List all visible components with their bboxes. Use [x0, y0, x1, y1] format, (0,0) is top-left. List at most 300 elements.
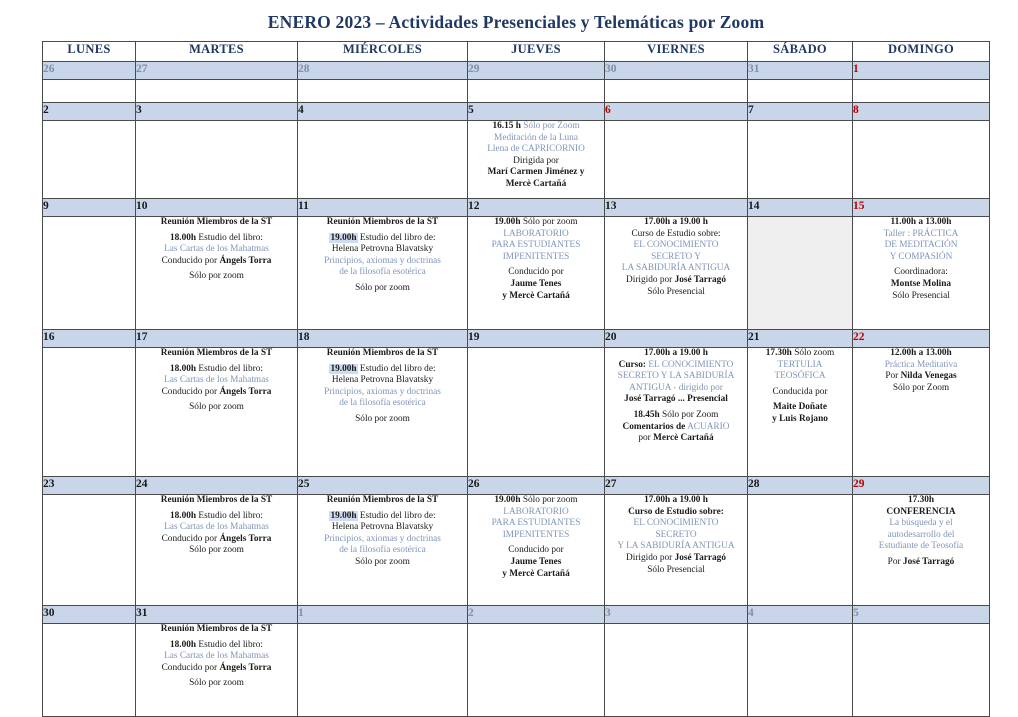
event-text: José Tarragó: [674, 552, 726, 563]
event-text: La búsqueda y el: [889, 518, 953, 529]
event-text: Conducido por: [508, 545, 564, 556]
event-line: [136, 364, 297, 376]
day-number-cell: 27: [605, 477, 748, 495]
day-cell[interactable]: [748, 495, 853, 606]
day-cell[interactable]: [605, 80, 748, 103]
event-line: [298, 522, 467, 534]
weekday-header-lunes: LUNES: [43, 42, 136, 62]
day-cell-content: [468, 217, 604, 302]
event-line: [748, 402, 852, 414]
calendar-table: [42, 41, 990, 717]
event-line: [853, 557, 989, 569]
event-text: Sólo por Zoom: [662, 409, 719, 420]
event-line: [136, 387, 297, 399]
event-text: Conducido por: [508, 267, 564, 278]
day-number-cell: 28: [748, 477, 853, 495]
day-number-cell: 16: [43, 330, 136, 348]
event-line: [853, 267, 989, 279]
day-cell[interactable]: [853, 121, 990, 199]
week-content-row: [43, 624, 990, 717]
weekday-header-viernes: VIERNES: [605, 42, 748, 62]
event-text: Mercè Cartañá: [505, 178, 567, 189]
event-line: [298, 495, 467, 507]
day-number-cell: 7: [748, 103, 853, 121]
event-text: Sólo por zoom: [355, 413, 410, 424]
event-line: [468, 121, 604, 133]
week-daynumber-row: [43, 606, 990, 624]
event-line: [136, 244, 297, 256]
event-line: [853, 252, 989, 264]
week-content-row: [43, 217, 990, 330]
event-text: Jaume Tenes: [510, 556, 562, 567]
event-line: [853, 541, 989, 553]
day-number-cell: 24: [136, 477, 298, 495]
event-text: Sólo por zoom: [189, 271, 244, 282]
event-text: 19.00h: [330, 510, 357, 521]
event-text: Práctica Meditativa: [884, 359, 958, 370]
event-text: Estudiante de Teosofía: [878, 541, 964, 552]
event-text: Por: [887, 556, 901, 567]
event-text: Y COMPASIÓN: [889, 251, 953, 262]
day-cell[interactable]: [468, 348, 605, 477]
day-cell[interactable]: [468, 121, 605, 199]
day-cell-content: [853, 348, 989, 394]
day-cell[interactable]: [136, 348, 298, 477]
day-cell[interactable]: [605, 121, 748, 199]
day-cell-content: [605, 495, 747, 576]
event-text: Conducido por: [161, 662, 218, 673]
event-line: [298, 414, 467, 426]
day-cell[interactable]: [43, 121, 136, 199]
event-text: Sólo por zoom: [189, 402, 244, 413]
week-daynumber-row: [43, 477, 990, 495]
event-line: [136, 545, 297, 557]
event-text: ANTIGUA - dirigido por: [629, 382, 723, 393]
event-line: [605, 348, 747, 360]
day-cell[interactable]: [468, 624, 605, 717]
event-text: 17.00h a 19.00 h: [644, 348, 708, 358]
day-cell[interactable]: [43, 495, 136, 606]
event-text: 16.15 h: [492, 121, 521, 131]
event-text: Helena Petrovna Blavatsky: [331, 375, 434, 386]
event-text: Comentarios de: [622, 421, 686, 432]
event-text: Estudio del libro de:: [359, 363, 436, 374]
day-number-cell: 3: [605, 606, 748, 624]
day-number-cell: 20: [605, 330, 748, 348]
event-text: Reunión Miembros de la ST: [326, 495, 439, 505]
event-text: José Tarragó: [674, 274, 726, 285]
day-number-cell: 31: [748, 62, 853, 80]
event-text: Marí Carmen Jiménez y: [487, 167, 585, 178]
event-text: 19.00h: [330, 363, 357, 374]
event-text: Dirigido por: [626, 274, 673, 285]
event-text: Sólo por zoom: [355, 556, 410, 567]
day-cell-content: [853, 495, 989, 569]
day-number-cell: 11: [298, 199, 468, 217]
event-text: Montse Molina: [890, 278, 952, 289]
weekday-header-domingo: DOMINGO: [853, 42, 990, 62]
day-cell-content: [136, 217, 297, 283]
event-line: [136, 217, 297, 229]
event-line: [853, 291, 989, 303]
event-line: [605, 360, 747, 372]
event-line: [468, 267, 604, 279]
event-line: [468, 291, 604, 303]
day-number-cell: 9: [43, 199, 136, 217]
event-text: Principios, axiomas y doctrinas: [324, 255, 441, 266]
event-line: [298, 557, 467, 569]
day-number-cell: 8: [853, 103, 990, 121]
event-text: por: [638, 433, 651, 444]
event-line: [468, 240, 604, 252]
event-line: [136, 511, 297, 523]
week-content-row: [43, 495, 990, 606]
day-cell-content: [298, 348, 467, 426]
day-cell-content: [136, 624, 297, 690]
event-line: [298, 545, 467, 557]
event-text: Reunión Miembros de la ST: [160, 624, 273, 634]
event-text: Sólo Presencial: [647, 286, 705, 297]
event-line: [298, 283, 467, 295]
event-text: 17.00h a 19.00 h: [644, 495, 708, 505]
day-number-cell: 5: [468, 103, 605, 121]
event-line: [136, 348, 297, 360]
event-line: [605, 541, 747, 553]
page-title: [34, 12, 998, 33]
day-number-cell: 28: [298, 62, 468, 80]
day-number-cell: 29: [853, 477, 990, 495]
event-line: [853, 348, 989, 360]
event-line: [298, 375, 467, 387]
event-line: [298, 398, 467, 410]
event-line: [605, 287, 747, 299]
day-number-cell: 2: [468, 606, 605, 624]
day-cell[interactable]: [136, 80, 298, 103]
day-cell[interactable]: [298, 80, 468, 103]
event-text: Estudio del libro:: [198, 639, 263, 650]
day-number-cell: 13: [605, 199, 748, 217]
day-cell[interactable]: [853, 624, 990, 717]
event-line: [605, 495, 747, 507]
event-text: Estudio del libro de:: [359, 510, 436, 521]
event-text: Ángels Torra: [219, 533, 272, 544]
event-text: Estudio del libro de:: [359, 232, 436, 243]
event-text: Sólo por Zoom: [892, 382, 950, 393]
event-text: Sólo por Zoom: [523, 121, 580, 131]
event-line: [853, 229, 989, 241]
event-text: Estudio del libro:: [198, 510, 263, 521]
day-number-cell: 26: [43, 62, 136, 80]
event-text: IMPENITENTES: [502, 529, 570, 540]
event-line: [853, 518, 989, 530]
event-line: [853, 530, 989, 542]
event-text: Por: [885, 371, 899, 382]
event-line: [605, 240, 747, 252]
event-text: 12.00h a 13.00h: [890, 348, 952, 358]
event-text: Sólo por zoom: [355, 282, 410, 293]
weekday-header-row: [43, 42, 990, 62]
event-text: 18.00h: [170, 510, 197, 521]
event-text: 18.45h: [633, 409, 660, 420]
event-line: [605, 507, 747, 519]
event-line: [468, 518, 604, 530]
day-cell[interactable]: [748, 348, 853, 477]
day-cell[interactable]: [136, 624, 298, 717]
day-number-cell: 1: [298, 606, 468, 624]
day-number-cell: 21: [748, 330, 853, 348]
event-text: Nilda Venegas: [900, 371, 957, 382]
event-line: [605, 530, 747, 542]
event-text: Estudio del libro:: [198, 363, 263, 374]
day-cell[interactable]: [605, 495, 748, 606]
event-text: Conducida por: [772, 386, 828, 397]
event-line: [136, 375, 297, 387]
day-number-cell: 15: [853, 199, 990, 217]
event-text: Curso de Estudio sobre:: [631, 228, 721, 239]
day-cell[interactable]: [43, 80, 136, 103]
day-cell[interactable]: [468, 80, 605, 103]
day-cell-content: [298, 495, 467, 569]
event-line: [136, 624, 297, 636]
event-text: Las Cartas de los Mahatmas: [164, 651, 269, 662]
event-text: 17.30h: [907, 495, 935, 505]
event-text: 17.00h a 19.00 h: [644, 217, 708, 227]
day-number-cell: 6: [605, 103, 748, 121]
event-text: Dirigido por: [626, 552, 673, 563]
event-text: de la filosofía esotérica: [339, 267, 426, 278]
event-text: Maite Doñate: [773, 402, 827, 413]
event-line: [853, 360, 989, 372]
day-number-cell: 30: [43, 606, 136, 624]
weekday-header-miercoles: MIÉRCOLES: [298, 42, 468, 62]
event-text: LABORATORIO: [503, 506, 569, 517]
event-text: Sólo Presencial: [647, 564, 705, 575]
event-text: Sólo zoom: [794, 348, 835, 358]
event-text: Mercè Cartañá: [653, 433, 714, 444]
event-line: [298, 387, 467, 399]
day-cell[interactable]: [748, 121, 853, 199]
week-daynumber-row: [43, 103, 990, 121]
event-text: LA SABIDURÍA ANTIGUA: [621, 263, 731, 274]
day-cell[interactable]: [298, 217, 468, 330]
event-line: [136, 233, 297, 245]
event-line: [748, 414, 852, 426]
event-line: [605, 263, 747, 275]
event-text: Las Cartas de los Mahatmas: [164, 375, 269, 386]
event-text: Reunión Miembros de la ST: [160, 348, 273, 358]
event-text: EL CONOCIMIENTO: [633, 518, 719, 529]
week-content-row: [43, 121, 990, 199]
event-line: [853, 383, 989, 395]
event-line: [605, 229, 747, 241]
event-text: José Tarragó ... Presencial: [624, 394, 728, 405]
day-cell[interactable]: [43, 624, 136, 717]
day-number-cell: 12: [468, 199, 605, 217]
day-cell[interactable]: [136, 121, 298, 199]
event-line: [605, 565, 747, 577]
day-cell[interactable]: [605, 348, 748, 477]
weekday-header-jueves: JUEVES: [468, 42, 605, 62]
week-daynumber-row: [43, 330, 990, 348]
day-cell-content: [136, 495, 297, 557]
event-line: [853, 279, 989, 291]
day-number-cell: 30: [605, 62, 748, 80]
event-text: TEOSÓFICA: [774, 371, 826, 382]
day-number-cell: 22: [853, 330, 990, 348]
day-number-cell: 3: [136, 103, 298, 121]
event-line: [605, 217, 747, 229]
event-line: [298, 233, 467, 245]
event-line: [468, 279, 604, 291]
event-text: 11.00h a 13.00h: [890, 217, 952, 227]
event-line: [468, 495, 604, 507]
event-text: Estudio del libro:: [198, 232, 263, 243]
event-text: y Mercè Cartañá: [502, 290, 570, 301]
title-dash: –: [371, 12, 389, 32]
event-line: [468, 217, 604, 229]
event-line: [298, 256, 467, 268]
day-number-cell: 18: [298, 330, 468, 348]
day-number-cell: 23: [43, 477, 136, 495]
day-cell[interactable]: [468, 217, 605, 330]
weekday-header-martes: MARTES: [136, 42, 298, 62]
event-line: [136, 651, 297, 663]
event-line: [468, 557, 604, 569]
event-text: 19.00h: [330, 232, 357, 243]
event-text: Reunión Miembros de la ST: [326, 217, 439, 227]
event-text: Reunión Miembros de la ST: [326, 348, 439, 358]
event-line: [298, 244, 467, 256]
event-line: [605, 410, 747, 422]
event-text: 17.30h: [765, 348, 792, 358]
day-cell[interactable]: [468, 495, 605, 606]
event-line: [605, 252, 747, 264]
day-cell[interactable]: [853, 495, 990, 606]
day-cell[interactable]: [136, 495, 298, 606]
event-line: [853, 495, 989, 507]
event-text: Conducido por: [161, 255, 218, 266]
event-text: Sólo Presencial: [892, 290, 950, 301]
day-cell[interactable]: [853, 217, 990, 330]
event-text: Helena Petrovna Blavatsky: [331, 522, 434, 533]
event-line: [605, 433, 747, 445]
event-line: [298, 534, 467, 546]
event-line: [136, 495, 297, 507]
week-content-row: [43, 80, 990, 103]
day-number-cell: 4: [748, 606, 853, 624]
event-text: Ángels Torra: [219, 662, 272, 673]
day-cell-content: [468, 121, 604, 191]
event-line: [748, 348, 852, 360]
event-line: [136, 522, 297, 534]
day-number-cell: 29: [468, 62, 605, 80]
event-text: 19.00h: [494, 217, 521, 227]
day-cell-content: [605, 217, 747, 298]
day-cell[interactable]: [43, 217, 136, 330]
event-line: [298, 217, 467, 229]
day-number-cell: 5: [853, 606, 990, 624]
day-cell[interactable]: [853, 80, 990, 103]
event-line: [136, 534, 297, 546]
event-line: [748, 371, 852, 383]
event-text: Curso de Estudio sobre:: [628, 506, 724, 517]
event-line: [605, 394, 747, 406]
event-line: [605, 275, 747, 287]
event-line: [468, 144, 604, 156]
calendar-body: [43, 62, 990, 717]
event-text: TERTULIA: [777, 359, 823, 370]
day-cell[interactable]: [748, 217, 853, 330]
event-text: LABORATORIO: [503, 228, 569, 239]
day-cell[interactable]: [43, 348, 136, 477]
day-cell[interactable]: [605, 624, 748, 717]
event-text: EL CONOCIMIENTO: [633, 240, 719, 251]
day-cell[interactable]: [136, 217, 298, 330]
event-text: Reunión Miembros de la ST: [160, 495, 273, 505]
event-line: [468, 252, 604, 264]
day-cell-content: [853, 217, 989, 302]
event-text: de la filosofía esotérica: [339, 545, 426, 556]
day-cell-content: [468, 495, 604, 580]
event-line: [298, 364, 467, 376]
event-text: CONFERENCIA: [886, 506, 956, 517]
day-cell[interactable]: [298, 624, 468, 717]
event-text: Conducido por: [161, 386, 218, 397]
day-cell[interactable]: [605, 217, 748, 330]
event-line: [136, 663, 297, 675]
event-text: de la filosofía esotérica: [339, 398, 426, 409]
title-month: ENERO 2023: [267, 12, 372, 32]
day-cell[interactable]: [748, 624, 853, 717]
event-line: [605, 422, 747, 434]
event-text: Jaume Tenes: [510, 278, 562, 289]
event-text: Ángels Torra: [219, 255, 272, 266]
day-cell[interactable]: [298, 121, 468, 199]
event-line: [298, 348, 467, 360]
day-cell[interactable]: [748, 80, 853, 103]
event-text: Coordinadora:: [894, 267, 948, 278]
event-text: Principios, axiomas y doctrinas: [324, 533, 441, 544]
day-number-cell: 1: [853, 62, 990, 80]
event-text: Sólo por zoom: [189, 545, 244, 556]
event-line: [605, 383, 747, 395]
event-text: Las Cartas de los Mahatmas: [164, 244, 269, 255]
day-number-cell: 10: [136, 199, 298, 217]
day-cell[interactable]: [298, 348, 468, 477]
day-cell[interactable]: [853, 348, 990, 477]
event-text: 18.00h: [170, 639, 197, 650]
event-text: 18.00h: [170, 363, 197, 374]
event-line: [298, 267, 467, 279]
event-line: [748, 387, 852, 399]
event-line: [853, 217, 989, 229]
event-text: SECRETO Y: [651, 251, 701, 262]
event-line: [748, 360, 852, 372]
event-text: EL CONOCIMIENTO: [648, 359, 734, 370]
event-text: Sólo por zoom: [522, 217, 578, 227]
event-line: [853, 507, 989, 519]
week-daynumber-row: [43, 62, 990, 80]
event-line: [298, 511, 467, 523]
event-text: PARA ESTUDIANTES: [491, 240, 581, 251]
day-number-cell: 14: [748, 199, 853, 217]
day-cell[interactable]: [298, 495, 468, 606]
event-text: Las Cartas de los Mahatmas: [164, 522, 269, 533]
day-cell-content: [748, 348, 852, 426]
event-text: SECRETO Y LA SABIDURÍA: [617, 371, 735, 382]
event-text: y Mercè Cartañá: [502, 568, 570, 579]
event-text: Sólo por zoom: [522, 495, 578, 505]
